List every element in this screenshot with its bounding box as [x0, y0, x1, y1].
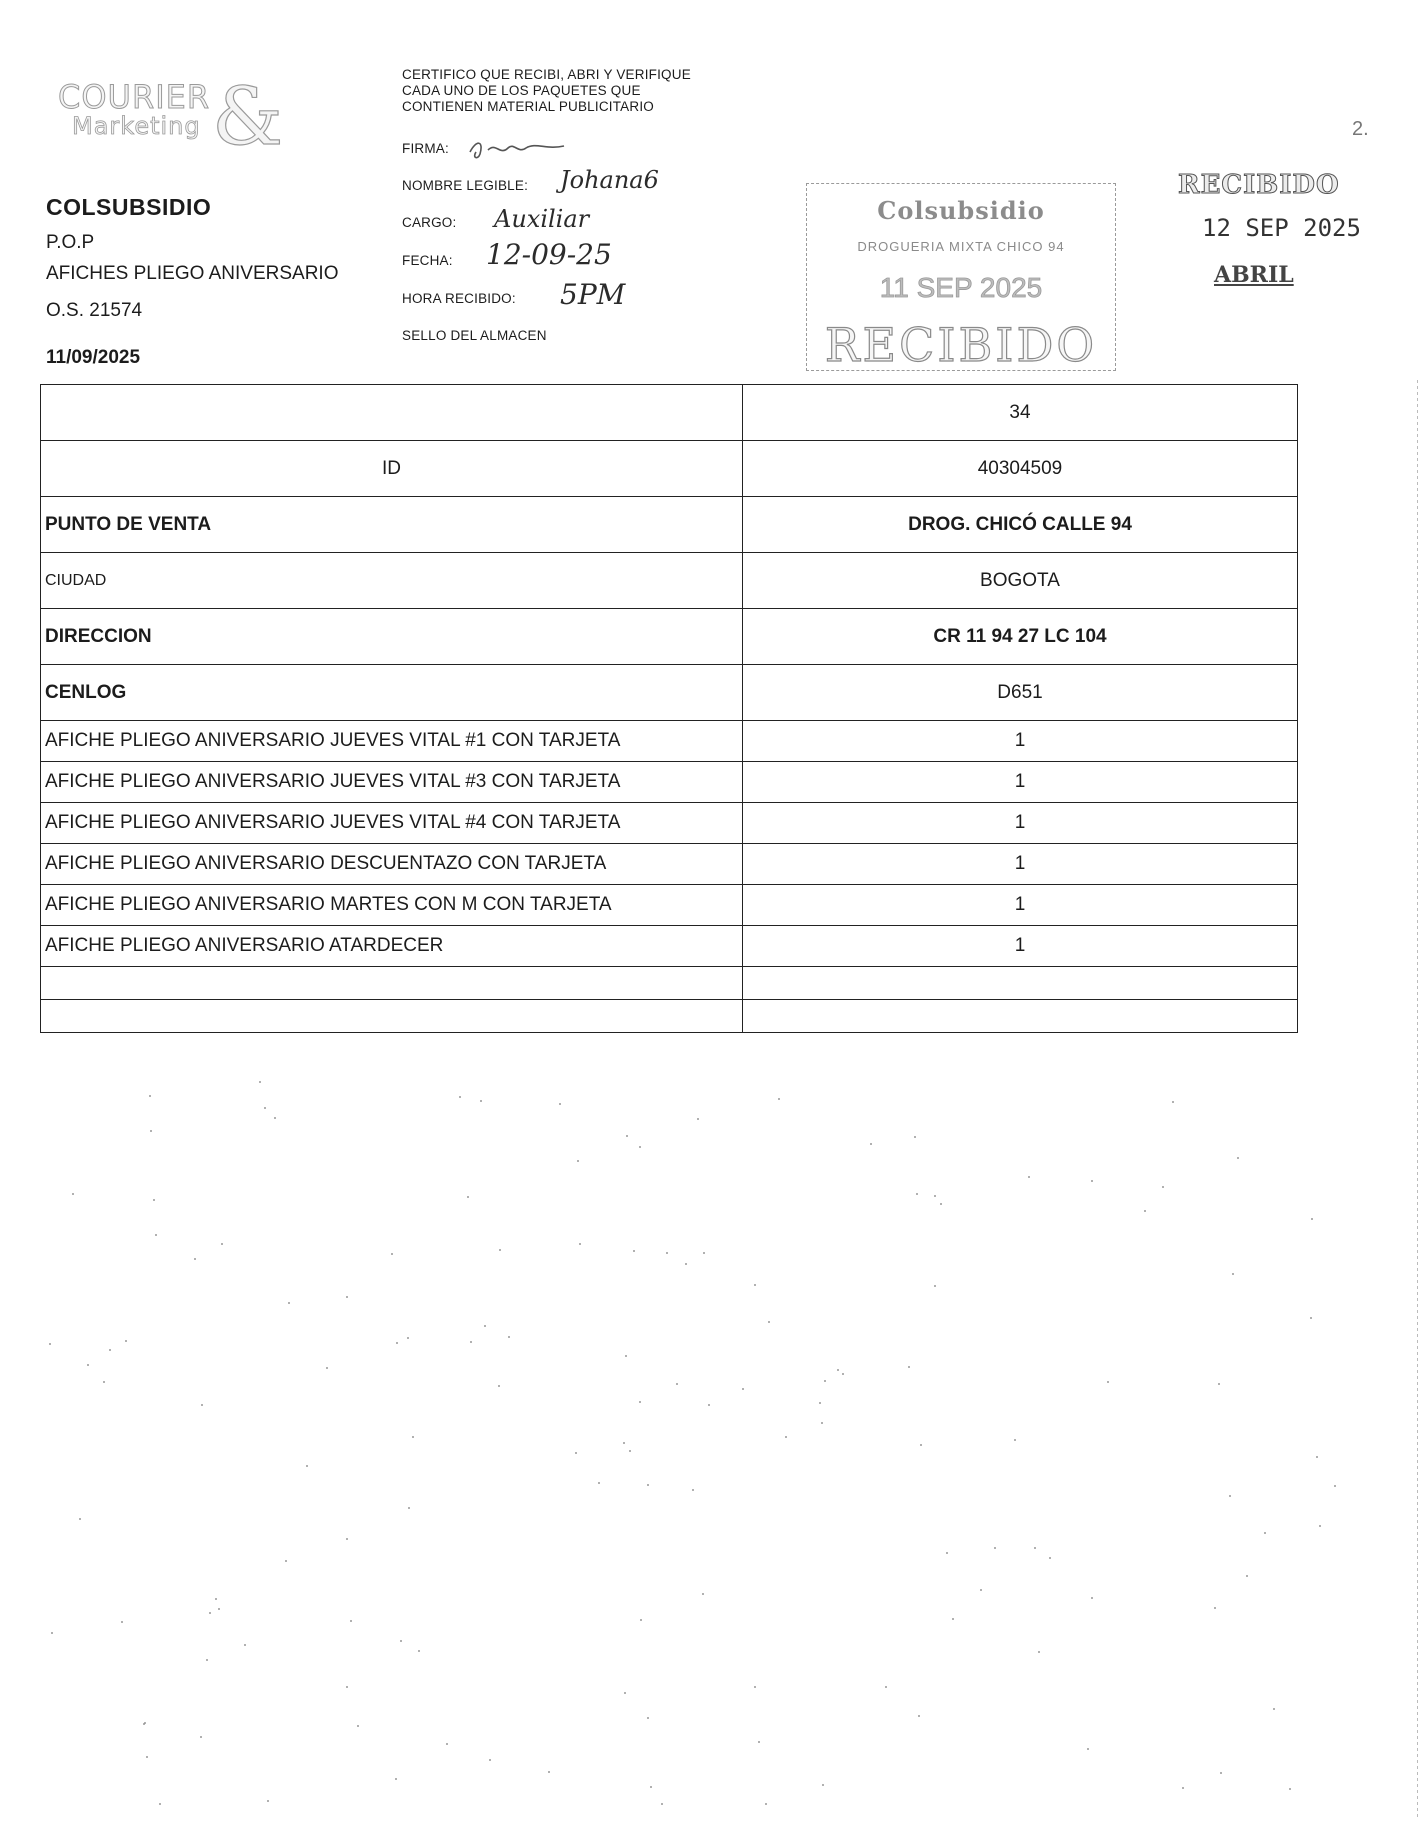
scan-speck	[1264, 1532, 1266, 1534]
scan-speck	[400, 1640, 402, 1642]
logo-line1: COURIER	[58, 78, 211, 116]
scan-speck	[765, 1803, 767, 1805]
scan-speck	[285, 1560, 287, 1562]
item-qty: 1	[743, 926, 1298, 967]
table-cell-empty	[41, 1000, 743, 1033]
scan-speck	[647, 1717, 649, 1719]
scan-speck	[940, 1203, 942, 1205]
cert-line-2: CADA UNO DE LOS PAQUETES QUE	[402, 83, 641, 98]
scan-speck	[661, 1803, 663, 1805]
table-row	[41, 553, 1298, 609]
scan-speck	[446, 1743, 448, 1745]
item-name: AFICHE PLIEGO ANIVERSARIO ATARDECER	[41, 926, 743, 967]
right-stamp-person: ABRIL	[1214, 262, 1294, 288]
scan-speck	[267, 1800, 269, 1802]
item-name: AFICHE PLIEGO ANIVERSARIO JUEVES VITAL #1 CON TARJETA	[41, 721, 743, 762]
scan-speck	[498, 1385, 500, 1387]
scan-speck	[1091, 1180, 1093, 1182]
scan-speck	[159, 1803, 161, 1805]
scan-speck	[1310, 1317, 1312, 1319]
scan-speck	[103, 1381, 105, 1383]
scan-speck	[274, 1117, 276, 1119]
scan-speck	[1087, 1748, 1089, 1750]
scan-speck	[837, 1369, 839, 1371]
pdv-label: PUNTO DE VENTA	[41, 497, 743, 553]
direccion-label: DIRECCION	[41, 609, 743, 665]
scan-speck	[1034, 1547, 1036, 1549]
fecha-value: 12-09-25	[486, 238, 612, 271]
scan-speck	[1316, 1456, 1318, 1458]
table-row	[41, 497, 1298, 553]
item-name: AFICHE PLIEGO ANIVERSARIO DESCUENTAZO CON TARJETA	[41, 844, 743, 885]
table-row	[41, 926, 1298, 967]
item-qty: 1	[743, 803, 1298, 844]
scan-speck	[125, 1340, 127, 1342]
scan-speck	[778, 1098, 780, 1100]
scan-speck	[952, 1618, 954, 1620]
scan-speck	[697, 1118, 699, 1120]
scan-speck	[708, 1404, 710, 1406]
scan-speck	[489, 1759, 491, 1761]
cert-line-3: CONTIENEN MATERIAL PUBLICITARIO	[402, 99, 654, 114]
right-stamp-date: 12 SEP 2025	[1202, 214, 1361, 242]
scan-speck	[579, 1243, 581, 1245]
scan-speck	[575, 1452, 577, 1454]
scan-speck	[824, 1380, 826, 1382]
scan-speck	[994, 1547, 996, 1549]
table-row	[41, 665, 1298, 721]
scan-speck	[980, 1589, 982, 1591]
company-name: COLSUBSIDIO	[46, 194, 212, 220]
scan-speck	[1319, 1525, 1321, 1527]
scan-speck	[395, 1778, 397, 1780]
firma-label: FIRMA:	[402, 141, 449, 156]
scan-speck	[676, 1383, 678, 1385]
scan-speck	[639, 1146, 641, 1148]
item-name: AFICHE PLIEGO ANIVERSARIO MARTES CON M CON TARJETA	[41, 885, 743, 926]
scan-speck	[692, 1489, 694, 1491]
scan-speck	[87, 1364, 89, 1366]
scan-speck	[639, 1401, 641, 1403]
stamp-store: DROGUERIA MIXTA CHICO 94	[857, 239, 1065, 254]
ciudad-value: BOGOTA	[743, 553, 1298, 609]
service-order: O.S. 21574	[46, 300, 143, 321]
scan-speck	[244, 1644, 246, 1646]
scan-speck	[1229, 1495, 1231, 1497]
scan-speck	[1334, 1485, 1336, 1487]
cert-line-1: CERTIFICO QUE RECIBI, ABRI Y VERIFIQUE	[402, 67, 691, 82]
direccion-value: CR 11 94 27 LC 104	[743, 609, 1298, 665]
scan-speck	[703, 1252, 705, 1254]
scan-speck	[623, 1442, 625, 1444]
scan-speck	[702, 1593, 704, 1595]
scan-speck	[144, 1722, 146, 1724]
scan-speck	[918, 1715, 920, 1717]
scan-speck	[1273, 1708, 1275, 1710]
scan-speck	[1214, 1607, 1216, 1609]
sello-label: SELLO DEL ALMACEN	[402, 328, 547, 343]
scan-speck	[346, 1538, 348, 1540]
delivery-table	[40, 384, 1298, 1033]
scan-speck	[821, 1422, 823, 1424]
store-stamp	[806, 183, 1116, 371]
scan-speck	[934, 1195, 936, 1197]
scan-speck	[346, 1296, 348, 1298]
scan-speck	[842, 1373, 844, 1375]
scan-speck	[1289, 1788, 1291, 1790]
scan-speck	[1182, 1787, 1184, 1789]
scan-speck	[548, 1771, 550, 1773]
scan-speck	[153, 1199, 155, 1201]
pdv-value: DROG. CHICÓ CALLE 94	[743, 497, 1298, 553]
scan-edge-line	[1417, 380, 1418, 1820]
signature-icon	[466, 134, 576, 164]
scan-speck	[146, 1756, 148, 1758]
scan-speck	[72, 1193, 74, 1195]
nombre-value: Johana6	[560, 166, 659, 194]
scan-speck	[391, 1253, 393, 1255]
scan-speck	[598, 1482, 600, 1484]
scan-speck	[357, 1725, 359, 1727]
id-value: 40304509	[743, 441, 1298, 497]
scan-speck	[508, 1336, 510, 1338]
scan-speck	[194, 1258, 196, 1260]
scan-speck	[934, 1285, 936, 1287]
scan-speck	[625, 1355, 627, 1357]
scan-speck	[1232, 1273, 1234, 1275]
scan-speck	[408, 1507, 410, 1509]
scan-speck	[819, 1402, 821, 1404]
scan-speck	[206, 1659, 208, 1661]
scan-speck	[629, 1450, 631, 1452]
scan-speck	[201, 1404, 203, 1406]
scan-speck	[149, 1095, 151, 1097]
item-qty: 1	[743, 885, 1298, 926]
cenlog-value: D651	[743, 665, 1298, 721]
scan-speck	[754, 1284, 756, 1286]
scan-speck	[1311, 1218, 1313, 1220]
courier-marketing-logo	[58, 78, 288, 158]
item-qty: 1	[743, 844, 1298, 885]
scan-speck	[633, 1250, 635, 1252]
scan-speck	[49, 1343, 51, 1345]
scan-speck	[650, 1786, 652, 1788]
scan-speck	[1049, 1557, 1051, 1559]
scan-speck	[666, 1252, 668, 1254]
scan-speck	[1014, 1439, 1016, 1441]
scan-speck	[626, 1135, 628, 1137]
scan-speck	[109, 1349, 111, 1351]
table-row	[41, 844, 1298, 885]
scan-speck	[577, 1160, 579, 1162]
table-row	[41, 803, 1298, 844]
cenlog-label: CENLOG	[41, 665, 743, 721]
corner-mark: 2.	[1352, 118, 1369, 140]
table-row	[41, 721, 1298, 762]
scan-speck	[1107, 1381, 1109, 1383]
scan-speck	[870, 1143, 872, 1145]
scan-speck	[155, 1234, 157, 1236]
scan-speck	[640, 1619, 642, 1621]
scan-speck	[1144, 1210, 1146, 1212]
item-qty: 1	[743, 762, 1298, 803]
scan-speck	[218, 1608, 220, 1610]
table-row	[41, 762, 1298, 803]
scan-speck	[920, 1444, 922, 1446]
scan-speck	[264, 1107, 266, 1109]
scan-speck	[350, 1620, 352, 1622]
stamp-received: RECIBIDO	[824, 318, 1098, 372]
scan-speck	[1246, 1575, 1248, 1577]
scan-speck	[484, 1325, 486, 1327]
table-row-blank	[41, 1000, 1298, 1033]
scan-speck	[742, 1388, 744, 1390]
stamp-date: 11 SEP 2025	[879, 272, 1043, 303]
scan-speck	[221, 1243, 223, 1245]
nombre-label: NOMBRE LEGIBLE:	[402, 178, 529, 193]
scan-speck	[407, 1337, 409, 1339]
id-label: ID	[41, 441, 743, 497]
scan-speck	[685, 1263, 687, 1265]
stamp-brand: Colsubsidio	[877, 196, 1045, 225]
scan-speck	[150, 1130, 152, 1132]
fecha-label: FECHA:	[402, 253, 453, 268]
scan-speck	[288, 1302, 290, 1304]
scan-speck	[785, 1436, 787, 1438]
pop-label: P.O.P	[46, 232, 95, 253]
logo-line2: Marketing	[72, 112, 201, 140]
scan-speck	[480, 1100, 482, 1102]
scan-speck	[946, 1552, 948, 1554]
right-stamp-word: RECIBIDO	[1178, 170, 1340, 200]
scan-speck	[467, 1196, 469, 1198]
scan-speck	[1028, 1176, 1030, 1178]
scan-speck	[1091, 1597, 1093, 1599]
scan-speck	[346, 1686, 348, 1688]
hora-label: HORA RECIBIDO:	[402, 291, 516, 306]
scan-speck	[768, 1321, 770, 1323]
scan-speck	[326, 1367, 328, 1369]
item-qty: 1	[743, 721, 1298, 762]
scan-speck	[647, 1484, 649, 1486]
scan-speck	[143, 1723, 145, 1725]
scan-speck	[51, 1632, 53, 1634]
scan-speck	[822, 1784, 824, 1786]
scan-speck	[559, 1103, 561, 1105]
box-number: 34	[743, 385, 1298, 441]
table-cell-empty	[41, 385, 743, 441]
scan-speck	[499, 1249, 501, 1251]
scan-speck	[1220, 1772, 1222, 1774]
scan-speck	[758, 1741, 760, 1743]
scan-speck	[306, 1465, 308, 1467]
scan-speck	[200, 1736, 202, 1738]
scan-speck	[916, 1193, 918, 1195]
hora-value: 5PM	[560, 278, 626, 311]
project-name: AFICHES PLIEGO ANIVERSARIO	[46, 263, 339, 284]
document-date: 11/09/2025	[46, 347, 141, 368]
scan-speck	[470, 1341, 472, 1343]
table-cell-empty	[743, 1000, 1298, 1033]
scan-speck	[418, 1650, 420, 1652]
scan-speck	[396, 1342, 398, 1344]
table-row	[41, 385, 1298, 441]
logo-mark: &	[212, 78, 284, 158]
cargo-label: CARGO:	[402, 215, 457, 230]
scan-speck	[459, 1096, 461, 1098]
scan-speck	[209, 1612, 211, 1614]
scan-speck	[1038, 1651, 1040, 1653]
scan-speck	[908, 1366, 910, 1368]
table-cell-empty	[41, 967, 743, 1000]
scan-speck	[412, 1436, 414, 1438]
scan-speck	[215, 1598, 217, 1600]
table-row	[41, 441, 1298, 497]
scan-speck	[624, 1692, 626, 1694]
logo-ampersand-icon	[208, 78, 288, 158]
scan-speck	[121, 1621, 123, 1623]
table-row	[41, 609, 1298, 665]
scan-speck	[885, 1686, 887, 1688]
scan-speck	[259, 1081, 261, 1083]
scan-speck	[1172, 1101, 1174, 1103]
scan-speck	[79, 1518, 81, 1520]
ciudad-label: CIUDAD	[41, 553, 743, 609]
scan-speck	[1237, 1157, 1239, 1159]
scan-speck	[1218, 1383, 1220, 1385]
table-cell-empty	[743, 967, 1298, 1000]
scan-speck	[1162, 1186, 1164, 1188]
scan-speck	[914, 1136, 916, 1138]
cargo-value: Auxiliar	[494, 205, 590, 233]
table-row	[41, 885, 1298, 926]
table-row-blank	[41, 967, 1298, 1000]
scan-speck	[754, 1686, 756, 1688]
item-name: AFICHE PLIEGO ANIVERSARIO JUEVES VITAL #4 CON TARJETA	[41, 803, 743, 844]
certification-text	[402, 67, 762, 115]
item-name: AFICHE PLIEGO ANIVERSARIO JUEVES VITAL #3 CON TARJETA	[41, 762, 743, 803]
